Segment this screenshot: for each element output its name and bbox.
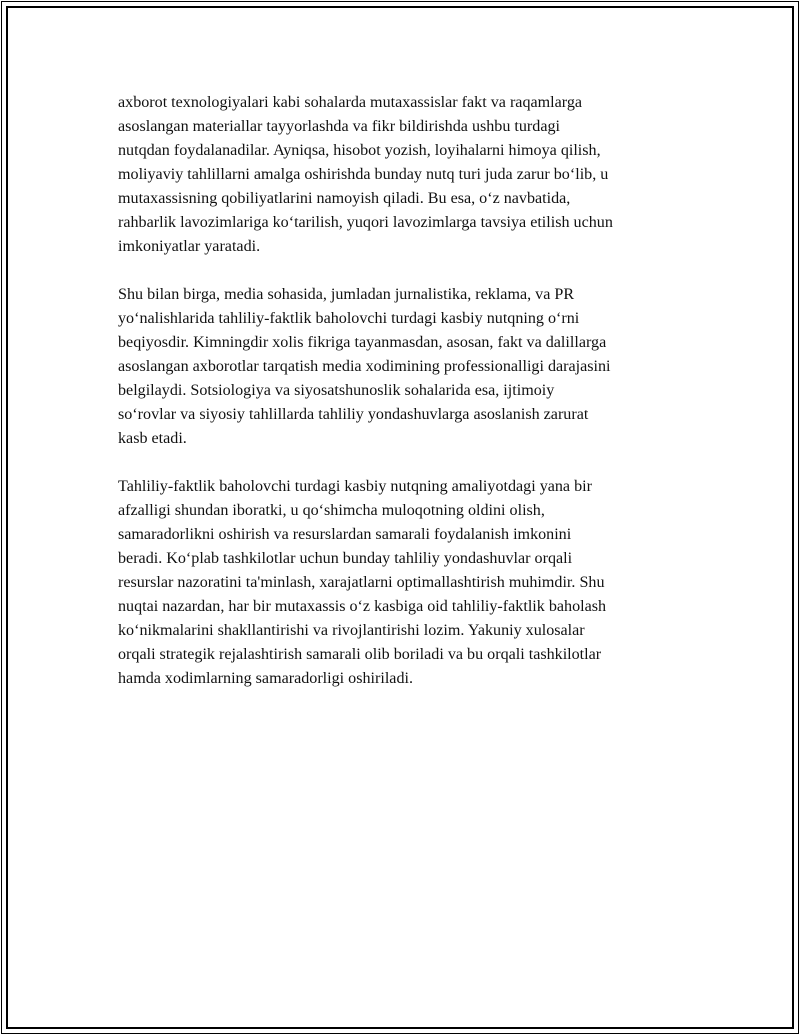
document-body	[118, 91, 688, 715]
paragraph-2: Shu bilan birga, media sohasida, jumladan jurnalistika, reklama, va PR yo‘nalishlarida tahliliy-faktlik baholovchi turdagi kasbiy nutqning o‘rni beqiyosdir. Kimningdir xolis fikriga tayanmasdan, asosan, fakt va dalillarga asoslangan axborotlar tarqatish media xodimining professionalligi darajasini belgilaydi. Sotsiologiya va siyosatshunoslik sohalarida esa, ijtimoiy so‘rovlar va siyosiy tahlillarda tahliliy yondashuvlarga asoslanish zarurat kasb etadi.	[118, 286, 611, 447]
paragraph-1: axborot texnologiyalari kabi sohalarda mutaxassislar fakt va raqamlarga asoslangan materiallar tayyorlashda va fikr bildirishda ushbu turdagi nutqdan foydalanadilar. Ayniqsa, hisobot yozish, loyihalarni himoya qilish, moliyaviy tahlillarni amalga oshirishda bunday nutq turi juda zarur bo‘lib, u mutaxassisning qobiliyatlarini namoyish qiladi. Bu esa, o‘z navbatida, rahbarlik lavozimlariga ko‘tarilish, yuqori lavozimlarga tavsiya etilish uchun imkoniyatlar yaratadi.	[118, 94, 613, 255]
paragraph-3: Tahliliy-faktlik baholovchi turdagi kasbiy nutqning amaliyotdagi yana bir afzalligi shundan iboratki, u qo‘shimcha muloqotning oldini olish, samaradorlikni oshirish va resurslardan samarali foydalanish imkonini beradi. Ko‘plab tashkilotlar uchun bunday tahliliy yondashuvlar orqali resurslar nazoratini ta'minlash, xarajatlarni optimallashtirish muhimdir. Shu nuqtai nazardan, har bir mutaxassis o‘z kasbiga oid tahliliy-faktlik baholash ko‘nikmalarini shakllantirishi va rivojlantirishi lozim. Yakuniy xulosalar orqali strategik rejalashtirish samarali olib boriladi va bu orqali tashkilotlar hamda xodimlarning samaradorligi oshiriladi.	[118, 478, 607, 687]
